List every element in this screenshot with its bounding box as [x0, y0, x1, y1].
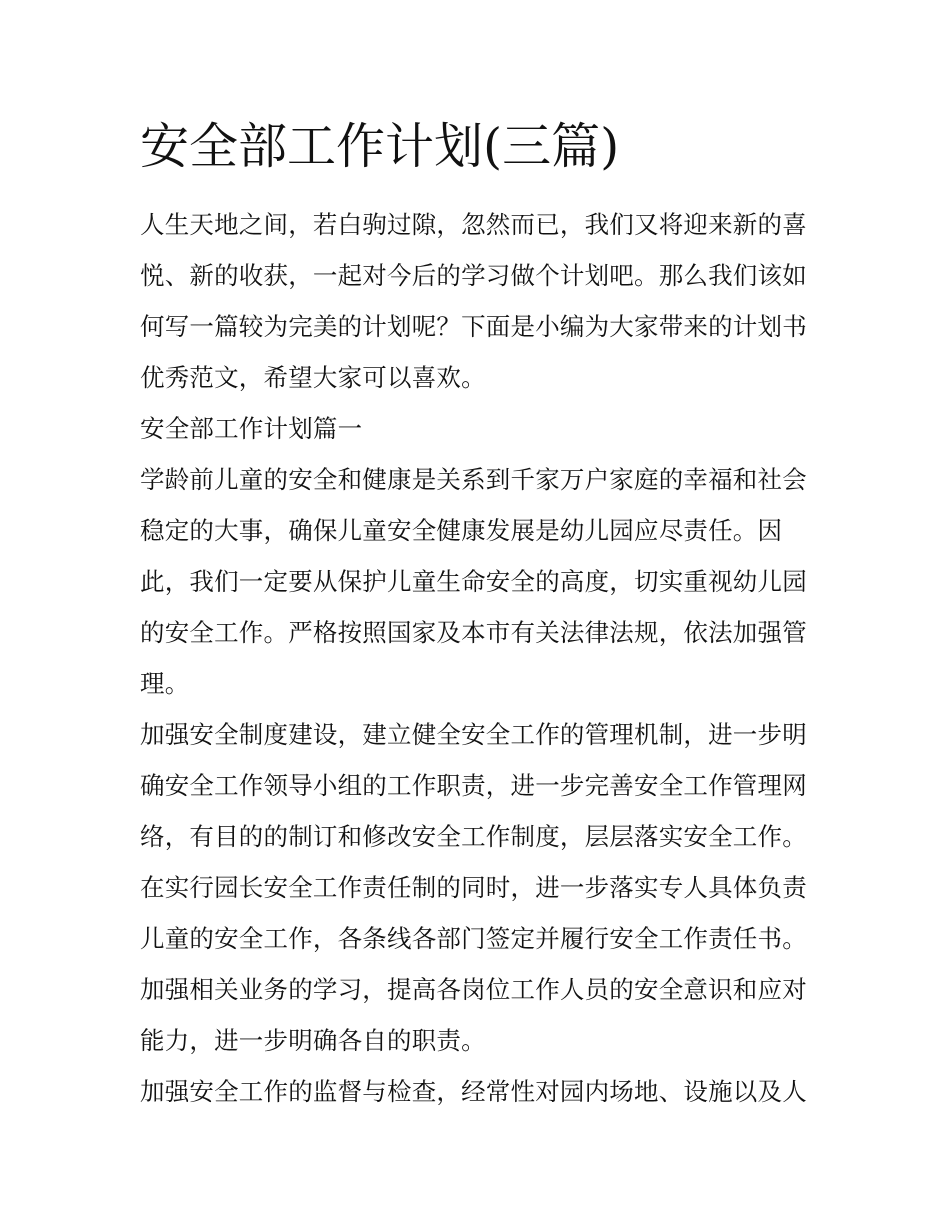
text-line: 悦、新的收获，一起对今后的学习做个计划吧。那么我们该如 — [140, 261, 807, 290]
text-line: 的安全工作。严格按照国家及本市有关法律法规，依法加强管 — [140, 618, 807, 647]
text-line: 稳定的大事，确保儿童安全健康发展是幼儿园应尽责任。因 — [140, 516, 783, 545]
text-line: 何写一篇较为完美的计划呢？下面是小编为大家带来的计划书 — [140, 312, 807, 341]
text-line: 此，我们一定要从保护儿童生命安全的高度，切实重视幼儿园 — [140, 567, 807, 596]
text-line: 儿童的安全工作，各条线各部门签定并履行安全工作责任书。 — [140, 924, 807, 953]
text-line: 络，有目的的制订和修改安全工作制度，层层落实安全工作。 — [140, 822, 807, 851]
text-line: 在实行园长安全工作责任制的同时，进一步落实专人具体负责 — [140, 873, 807, 902]
document-body — [140, 117, 820, 1117]
text-line: 确安全工作领导小组的工作职责，进一步完善安全工作管理网 — [140, 771, 807, 800]
text-line: 能力，进一步明确各自的职责。 — [140, 1026, 486, 1055]
text-line: 加强安全工作的监督与检查，经常性对园内场地、设施以及人 — [140, 1077, 807, 1106]
document-title: 安全部工作计划(三篇) — [140, 118, 620, 175]
text-line: 学龄前儿童的安全和健康是关系到千家万户家庭的幸福和社会 — [140, 465, 807, 494]
text-line: 人生天地之间，若白驹过隙，忽然而已，我们又将迎来新的喜 — [140, 210, 807, 239]
text-line: 优秀范文，希望大家可以喜欢。 — [140, 363, 486, 392]
text-line: 加强相关业务的学习，提高各岗位工作人员的安全意识和应对 — [140, 975, 807, 1004]
text-line: 加强安全制度建设，建立健全安全工作的管理机制，进一步明 — [140, 720, 807, 749]
text-line: 理。 — [140, 669, 190, 698]
section-heading: 安全部工作计划篇一 — [140, 414, 363, 443]
